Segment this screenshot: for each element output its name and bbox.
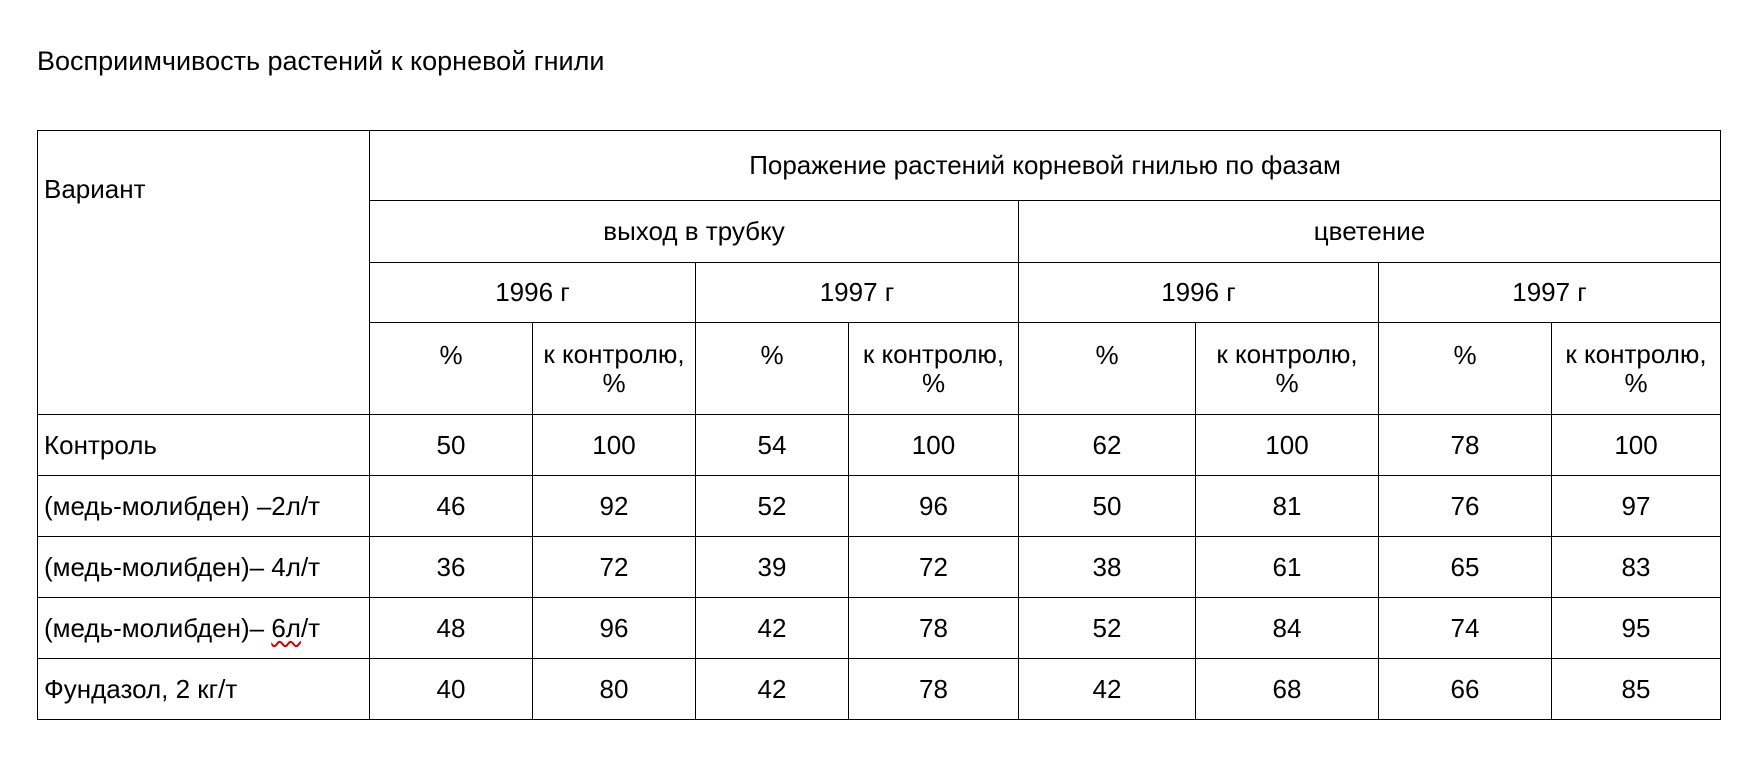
data-cell: 100	[1196, 415, 1379, 476]
data-cell: 66	[1379, 659, 1552, 720]
table-row	[38, 659, 1721, 720]
year-header: 1996 г	[1019, 263, 1379, 323]
year-header: 1996 г	[370, 263, 696, 323]
data-cell: 54	[696, 415, 849, 476]
data-cell: 81	[1196, 476, 1379, 537]
variant-column-header: Вариант	[38, 131, 370, 415]
percent-header: %	[1379, 323, 1552, 415]
data-cell: 95	[1552, 598, 1721, 659]
variant-cell: (медь-молибден)– 4л/т	[38, 537, 370, 598]
data-cell: 68	[1196, 659, 1379, 720]
table-row	[38, 476, 1721, 537]
data-cell: 65	[1379, 537, 1552, 598]
data-cell: 72	[849, 537, 1019, 598]
data-cell: 50	[370, 415, 533, 476]
to-control-header	[1196, 323, 1379, 415]
data-cell: 42	[696, 659, 849, 720]
variant-suffix: /т	[300, 612, 321, 643]
document-title: Восприимчивость растений к корневой гнили	[37, 46, 605, 76]
percent-header: %	[370, 323, 533, 415]
data-cell: 52	[696, 476, 849, 537]
to-control-line1: к контролю,	[1565, 338, 1707, 369]
year-header: 1997 г	[696, 263, 1019, 323]
data-cell: 80	[533, 659, 696, 720]
data-cell: 78	[849, 659, 1019, 720]
data-cell: 83	[1552, 537, 1721, 598]
header-row-main	[38, 131, 1721, 201]
table-row	[38, 415, 1721, 476]
data-cell: 92	[533, 476, 696, 537]
data-cell: 62	[1019, 415, 1196, 476]
to-control-header	[849, 323, 1019, 415]
root-rot-table	[37, 130, 1721, 720]
data-cell: 85	[1552, 659, 1721, 720]
variant-cell: Контроль	[38, 415, 370, 476]
phase-header-tubing: выход в трубку	[370, 201, 1019, 263]
variant-cell	[38, 598, 370, 659]
data-cell: 52	[1019, 598, 1196, 659]
data-cell: 50	[1019, 476, 1196, 537]
data-cell: 38	[1019, 537, 1196, 598]
data-cell: 100	[533, 415, 696, 476]
percent-header: %	[1019, 323, 1196, 415]
data-cell: 46	[370, 476, 533, 537]
to-control-line1: к контролю,	[543, 338, 685, 369]
to-control-header	[533, 323, 696, 415]
year-header: 1997 г	[1379, 263, 1721, 323]
table-row	[38, 598, 1721, 659]
data-cell: 48	[370, 598, 533, 659]
data-cell: 96	[849, 476, 1019, 537]
variant-cell: Фундазол, 2 кг/т	[38, 659, 370, 720]
data-cell: 36	[370, 537, 533, 598]
table-row	[38, 537, 1721, 598]
data-cell: 72	[533, 537, 696, 598]
data-cell: 42	[1019, 659, 1196, 720]
data-cell: 78	[849, 598, 1019, 659]
percent-header: %	[696, 323, 849, 415]
data-cell: 100	[849, 415, 1019, 476]
to-control-line1: к контролю,	[862, 338, 1005, 369]
to-control-line2: %	[1275, 367, 1299, 398]
data-cell: 76	[1379, 476, 1552, 537]
to-control-line1: к контролю,	[1216, 338, 1358, 369]
phase-header-flowering: цветение	[1019, 201, 1721, 263]
data-cell: 84	[1196, 598, 1379, 659]
to-control-line2: %	[1624, 367, 1648, 398]
variant-cell: (медь-молибден) –2л/т	[38, 476, 370, 537]
lesion-by-phase-header: Поражение растений корневой гнилью по фазам	[370, 131, 1721, 201]
data-cell: 96	[533, 598, 696, 659]
to-control-header	[1552, 323, 1721, 415]
data-cell: 100	[1552, 415, 1721, 476]
data-cell: 39	[696, 537, 849, 598]
data-cell: 97	[1552, 476, 1721, 537]
data-cell: 40	[370, 659, 533, 720]
to-control-line2: %	[921, 367, 946, 398]
spellcheck-flagged-word[interactable]: 6л	[271, 612, 301, 643]
variant-prefix: (медь-молибден)–	[44, 612, 272, 643]
to-control-line2: %	[602, 367, 626, 398]
data-cell: 42	[696, 598, 849, 659]
data-cell: 61	[1196, 537, 1379, 598]
data-cell: 74	[1379, 598, 1552, 659]
data-cell: 78	[1379, 415, 1552, 476]
